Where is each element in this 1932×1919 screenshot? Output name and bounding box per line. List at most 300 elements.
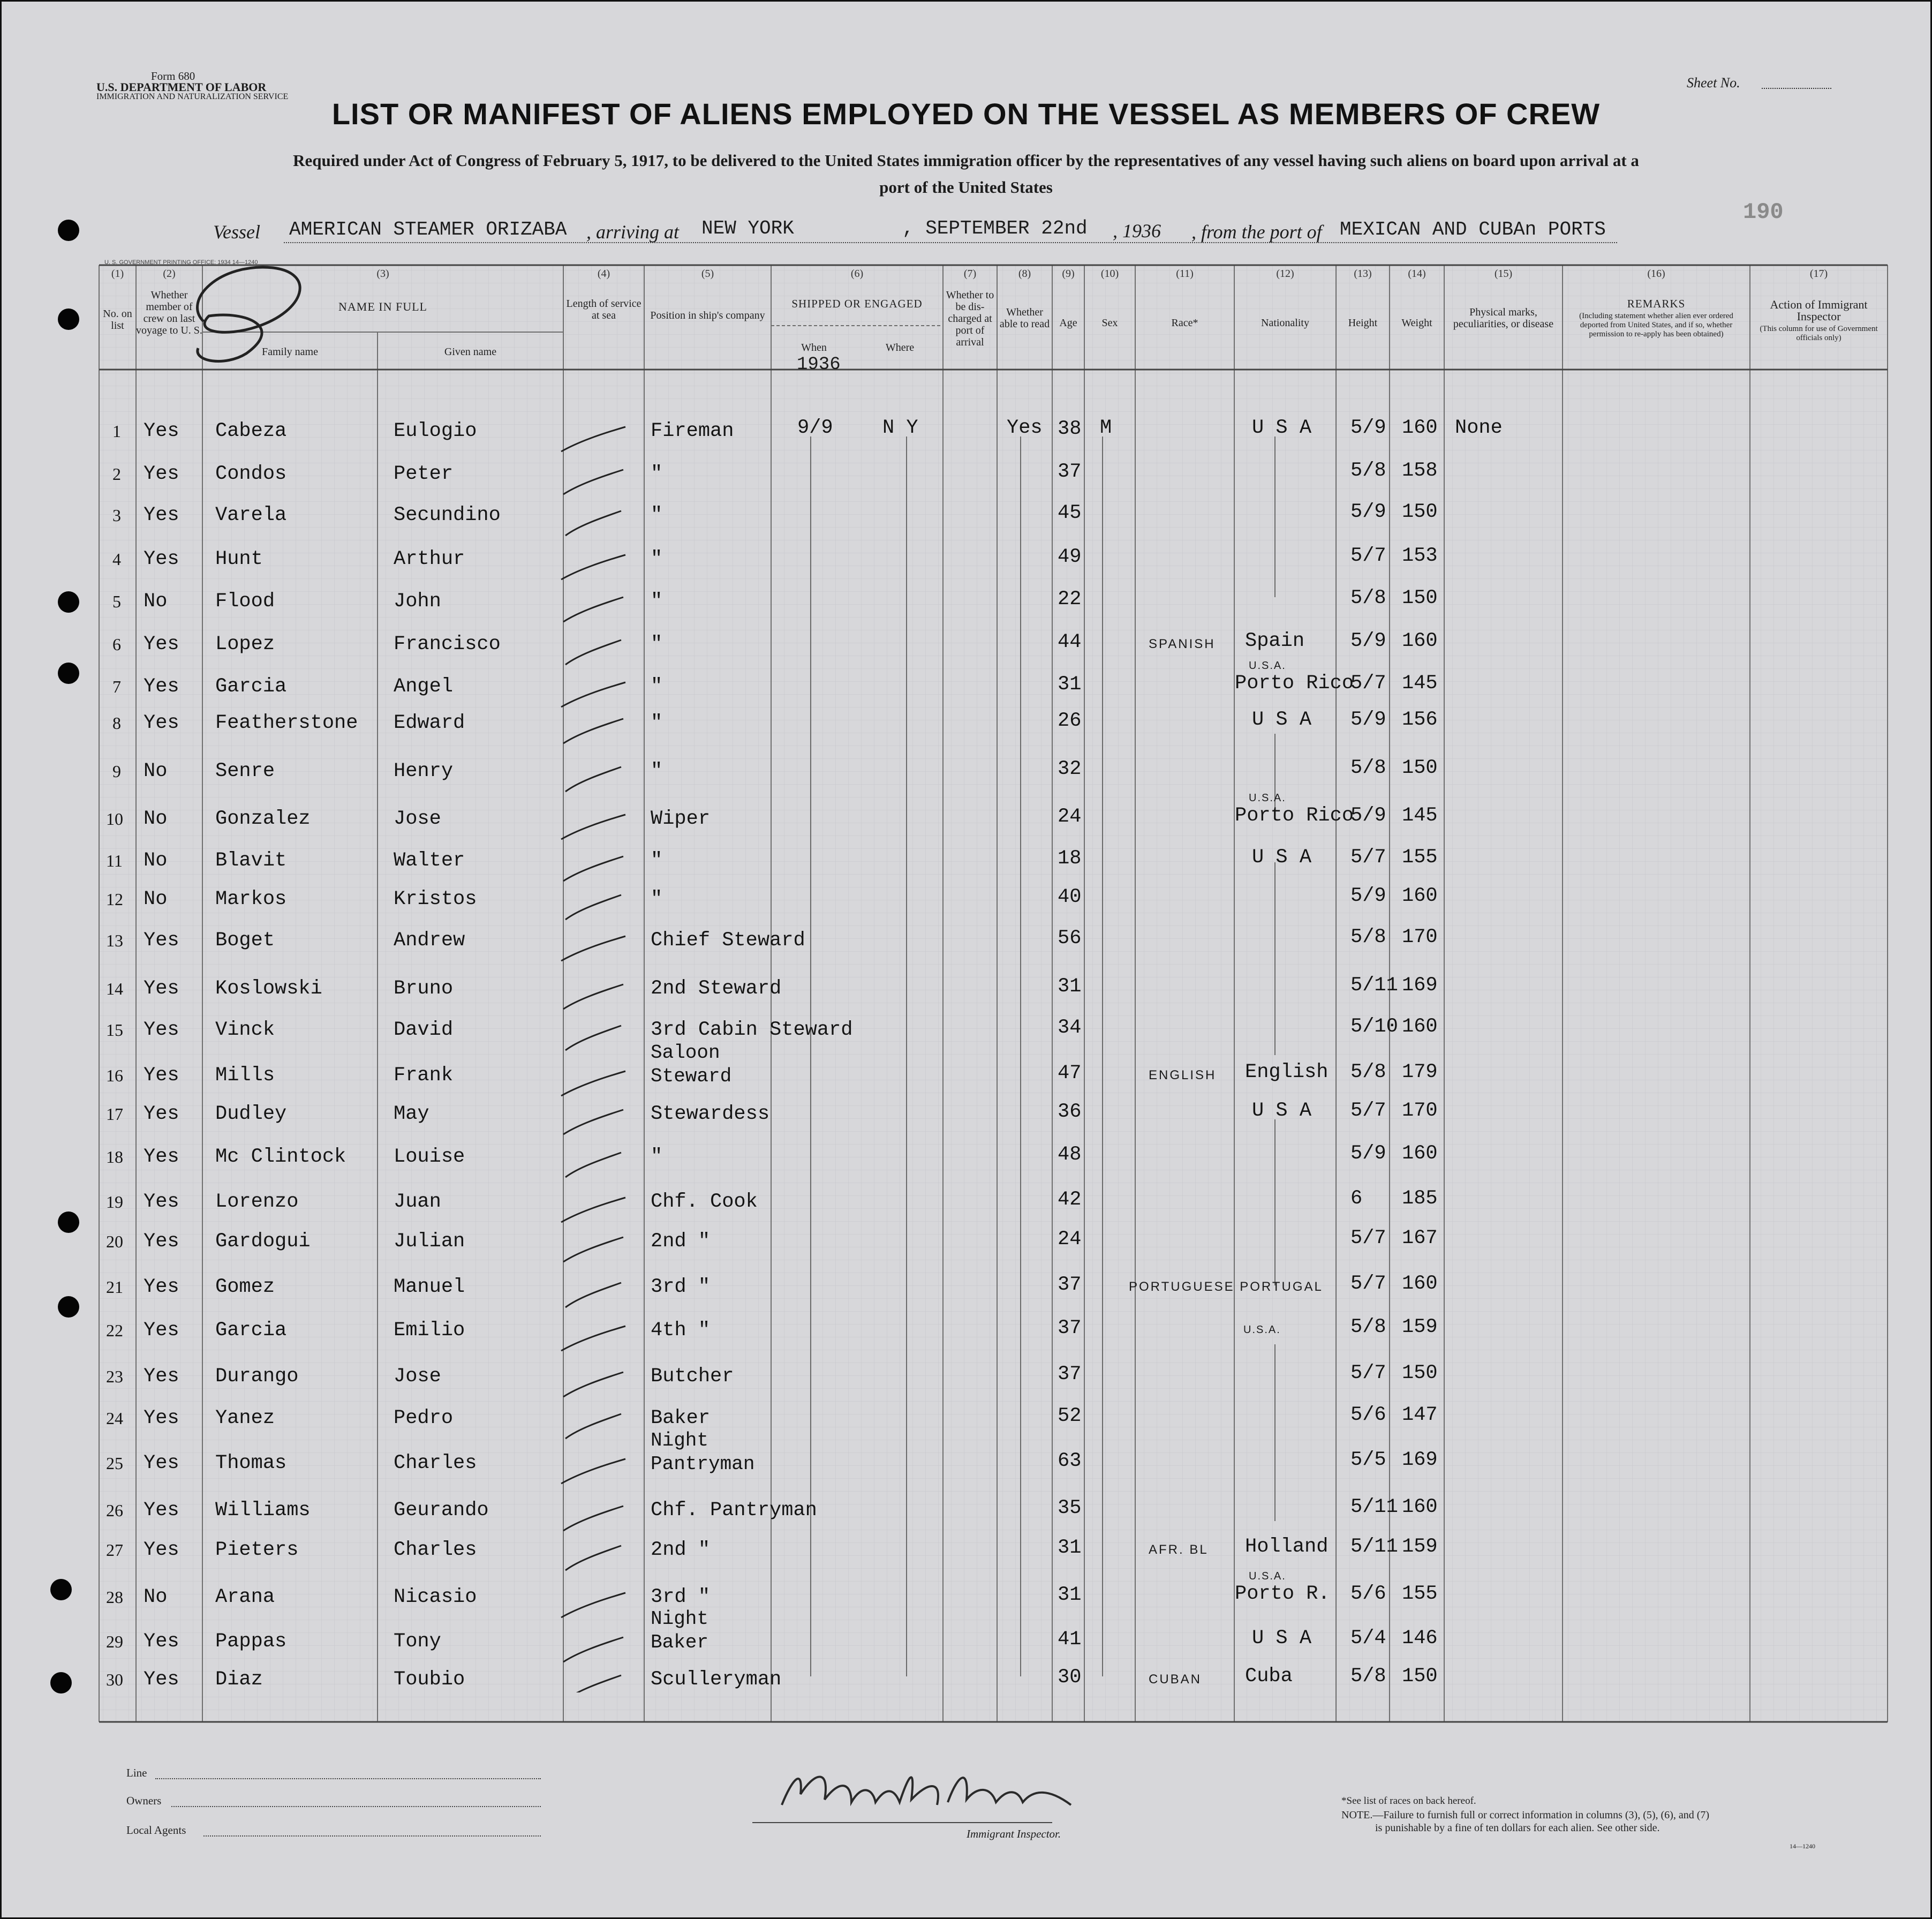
last-voyage: Yes bbox=[144, 1452, 179, 1474]
position: " bbox=[651, 590, 663, 613]
age: 30 bbox=[1058, 1666, 1082, 1689]
row-number: 12 bbox=[106, 890, 123, 909]
row-number: 5 bbox=[112, 592, 121, 611]
family-name: Featherstone bbox=[215, 712, 358, 734]
nationality: U S A bbox=[1252, 1627, 1312, 1650]
col-header-family-name: Family name bbox=[262, 346, 318, 358]
col-header-height: Height bbox=[1348, 317, 1378, 329]
weight: 169 bbox=[1402, 974, 1438, 997]
nationality: English bbox=[1245, 1061, 1329, 1083]
last-voyage: Yes bbox=[144, 1407, 179, 1429]
weight: 150 bbox=[1402, 757, 1438, 779]
family-name: Cabeza bbox=[215, 420, 287, 442]
height: 5/7 bbox=[1350, 545, 1386, 567]
col-header-able-to-read: Whether able to read bbox=[999, 306, 1050, 330]
punch-hole bbox=[58, 591, 79, 613]
row-number: 30 bbox=[106, 1670, 123, 1689]
age: 32 bbox=[1058, 758, 1082, 780]
family-name: Pappas bbox=[215, 1630, 287, 1653]
col-num-3: (3) bbox=[376, 268, 389, 280]
nationality: U S A bbox=[1252, 709, 1312, 731]
service-tick bbox=[561, 815, 625, 839]
family-name: Williams bbox=[215, 1499, 311, 1522]
position: " bbox=[651, 675, 663, 698]
row-number: 24 bbox=[106, 1409, 123, 1428]
last-voyage: No bbox=[144, 760, 168, 782]
last-voyage: Yes bbox=[144, 1276, 179, 1298]
races-note: *See list of races on back hereof. bbox=[1341, 1795, 1476, 1807]
age: 35 bbox=[1058, 1497, 1082, 1519]
row-number: 26 bbox=[106, 1501, 123, 1520]
weight: 169 bbox=[1402, 1449, 1438, 1471]
col-header-where: Where bbox=[885, 342, 915, 353]
weight: 160 bbox=[1402, 1273, 1438, 1295]
service-tick bbox=[563, 470, 623, 494]
height: 5/9 bbox=[1350, 804, 1386, 827]
position: Baker bbox=[651, 1407, 711, 1429]
position: " bbox=[651, 888, 663, 910]
position-line: Night bbox=[651, 1429, 709, 1451]
family-name: Pieters bbox=[215, 1539, 299, 1561]
given-name: David bbox=[394, 1019, 454, 1041]
sex: M bbox=[1100, 417, 1112, 439]
position: " bbox=[651, 1146, 663, 1168]
family-name: Garcia bbox=[215, 675, 287, 698]
penalty-note-2: is punishable by a fine of ten dollars for each alien. See other side. bbox=[1375, 1822, 1660, 1834]
given-name: Francisco bbox=[394, 633, 501, 656]
col-header-discharged: Whether to be dis- charged at port of arrival bbox=[946, 289, 994, 348]
penalty-note: NOTE.—Failure to furnish full or correct information in columns (3), (5), (6), and (7) bbox=[1341, 1809, 1710, 1821]
last-voyage: No bbox=[144, 808, 168, 830]
position-line: Steward bbox=[651, 1065, 732, 1087]
last-voyage: Yes bbox=[144, 1064, 179, 1087]
age: 26 bbox=[1058, 710, 1082, 732]
last-voyage: Yes bbox=[144, 1668, 179, 1691]
row-number: 8 bbox=[112, 713, 121, 733]
height: 5/9 bbox=[1350, 885, 1386, 907]
service-tick bbox=[561, 427, 625, 451]
given-name: Toubio bbox=[394, 1668, 465, 1691]
service-ticks bbox=[557, 396, 643, 1692]
service-tick bbox=[565, 511, 621, 536]
service-tick bbox=[561, 682, 625, 707]
last-voyage: Yes bbox=[144, 1103, 179, 1125]
col-num-11: (11) bbox=[1176, 268, 1194, 280]
height: 5/8 bbox=[1350, 1061, 1386, 1083]
height: 5/8 bbox=[1350, 1665, 1386, 1688]
given-name: Manuel bbox=[394, 1276, 465, 1298]
service-tick bbox=[565, 895, 621, 920]
given-name: Pedro bbox=[394, 1407, 454, 1429]
age: 45 bbox=[1058, 502, 1082, 524]
age: 40 bbox=[1058, 886, 1082, 908]
weight: 170 bbox=[1402, 1100, 1438, 1122]
ink-loop bbox=[161, 246, 321, 370]
family-name: Vinck bbox=[215, 1019, 275, 1041]
family-name: Mc Clintock bbox=[215, 1146, 346, 1168]
weight: 160 bbox=[1402, 1015, 1438, 1038]
owners-label: Owners bbox=[126, 1794, 162, 1807]
row-number: 3 bbox=[112, 506, 121, 525]
height: 5/8 bbox=[1350, 1316, 1386, 1338]
age: 34 bbox=[1058, 1017, 1082, 1039]
row-number: 15 bbox=[106, 1020, 123, 1040]
last-voyage: Yes bbox=[144, 1539, 179, 1561]
last-voyage: No bbox=[144, 888, 168, 910]
row-number: 6 bbox=[112, 635, 121, 654]
nationality: U S A bbox=[1252, 417, 1312, 439]
service-tick bbox=[565, 1414, 621, 1439]
service-tick bbox=[563, 1237, 623, 1262]
weight: 160 bbox=[1402, 1496, 1438, 1518]
age: 38 bbox=[1058, 418, 1082, 440]
position: " bbox=[651, 504, 663, 526]
height: 5/9 bbox=[1350, 417, 1386, 439]
given-name: Walter bbox=[394, 849, 465, 872]
nationality: Cuba bbox=[1245, 1665, 1293, 1688]
service-tick bbox=[563, 1110, 623, 1134]
col-header-weight: Weight bbox=[1401, 317, 1432, 329]
weight: 167 bbox=[1402, 1227, 1438, 1250]
weight: 160 bbox=[1402, 417, 1438, 439]
last-voyage: Yes bbox=[144, 1230, 179, 1253]
row-number: 4 bbox=[112, 550, 121, 569]
race: ENGLISH bbox=[1149, 1068, 1217, 1082]
weight: 145 bbox=[1402, 804, 1438, 827]
age: 52 bbox=[1058, 1405, 1082, 1427]
height: 5/7 bbox=[1350, 846, 1386, 869]
agents-label: Local Agents bbox=[126, 1824, 186, 1837]
position: 3rd " bbox=[651, 1586, 711, 1608]
position-line: Saloon bbox=[651, 1042, 720, 1064]
service: IMMIGRATION AND NATURALIZATION SERVICE bbox=[96, 92, 289, 101]
row-number: 29 bbox=[106, 1632, 123, 1651]
service-tick bbox=[565, 1546, 621, 1570]
age: 63 bbox=[1058, 1450, 1082, 1472]
service-tick bbox=[561, 936, 625, 961]
position bbox=[651, 1041, 876, 1088]
ditto-line-read bbox=[1020, 437, 1021, 1676]
race: PORTUGUESE PORTUGAL bbox=[1129, 1280, 1323, 1294]
col-num-4: (4) bbox=[597, 268, 610, 280]
sheet-no-label: Sheet No. bbox=[1687, 75, 1740, 91]
col-num-5: (5) bbox=[701, 268, 714, 280]
family-name: Arana bbox=[215, 1586, 275, 1608]
nationality-small: U.S.A. bbox=[1243, 1324, 1281, 1336]
col-header-action-note: (This column for use of Government officials only) bbox=[1760, 325, 1878, 342]
row-number: 13 bbox=[106, 931, 123, 950]
subtitle-line-2: port of the United States bbox=[879, 178, 1053, 197]
col-header-race: Race* bbox=[1171, 317, 1198, 329]
given-name: Arthur bbox=[394, 548, 465, 570]
family-name: Senre bbox=[215, 760, 275, 782]
height: 5/11 bbox=[1350, 1496, 1398, 1518]
age: 36 bbox=[1058, 1101, 1082, 1123]
weight: 150 bbox=[1402, 587, 1438, 609]
col-header-remarks-note: (Including statement whether alien ever ordered deported from United States, and if so, whether permission to re-apply has been obtained) bbox=[1579, 312, 1733, 338]
from-port: MEXICAN AND CUBAn PORTS bbox=[1340, 219, 1606, 240]
nationality: Porto Rico bbox=[1235, 672, 1354, 695]
line-label: Line bbox=[126, 1766, 147, 1779]
form-code: 14—1240 bbox=[1790, 1842, 1815, 1850]
col-header-age: Age bbox=[1059, 317, 1077, 329]
height: 5/8 bbox=[1350, 757, 1386, 779]
position: " bbox=[651, 463, 663, 485]
weight: 170 bbox=[1402, 926, 1438, 949]
weight: 150 bbox=[1402, 501, 1438, 523]
shipped-when: 9/9 bbox=[797, 417, 833, 439]
last-voyage: Yes bbox=[144, 675, 179, 698]
position-line: Pantryman bbox=[651, 1453, 755, 1475]
col-header-physical-marks: Physical marks, peculiarities, or disease bbox=[1453, 306, 1554, 330]
col-num-13: (13) bbox=[1354, 268, 1372, 280]
punch-hole bbox=[58, 308, 79, 330]
punch-hole bbox=[58, 663, 79, 684]
given-name: Angel bbox=[394, 675, 454, 698]
age: 24 bbox=[1058, 806, 1082, 828]
family-name: Markos bbox=[215, 888, 287, 910]
service-tick bbox=[565, 1283, 621, 1307]
vessel-name: AMERICAN STEAMER ORIZABA bbox=[289, 219, 567, 240]
height: 5/8 bbox=[1350, 460, 1386, 482]
service-tick bbox=[563, 1506, 623, 1531]
punch-hole bbox=[50, 1672, 72, 1694]
col-num-15: (15) bbox=[1494, 268, 1513, 280]
age: 31 bbox=[1058, 975, 1082, 998]
last-voyage: No bbox=[144, 849, 168, 872]
page-title: LIST OR MANIFEST OF ALIENS EMPLOYED ON THE VESSEL AS MEMBERS OF CREW bbox=[331, 97, 1601, 131]
position: " bbox=[651, 760, 663, 782]
ditto-line-nationality-3 bbox=[1274, 862, 1276, 1055]
col-header-nationality: Nationality bbox=[1261, 317, 1309, 329]
col-num-8: (8) bbox=[1018, 268, 1031, 280]
given-name: Andrew bbox=[394, 929, 465, 952]
ditto-line-nationality-5 bbox=[1274, 1344, 1276, 1521]
age: 31 bbox=[1058, 1584, 1082, 1606]
col-num-16: (16) bbox=[1647, 268, 1665, 280]
family-name: Thomas bbox=[215, 1452, 287, 1474]
agents-underline bbox=[203, 1835, 541, 1837]
nationality: Porto R. bbox=[1235, 1583, 1330, 1605]
nationality: Porto Rico bbox=[1235, 804, 1354, 827]
height: 5/7 bbox=[1350, 1362, 1386, 1384]
inspector-label: Immigrant Inspector. bbox=[967, 1827, 1061, 1840]
given-name: Bruno bbox=[394, 977, 454, 1000]
physical-marks: None bbox=[1455, 417, 1503, 439]
last-voyage: No bbox=[144, 590, 168, 613]
family-name: Koslowski bbox=[215, 977, 322, 1000]
vessel-underline bbox=[284, 242, 1617, 243]
weight: 179 bbox=[1402, 1061, 1438, 1083]
family-name: Durango bbox=[215, 1365, 299, 1388]
weight: 160 bbox=[1402, 1142, 1438, 1165]
inspector-underline bbox=[752, 1822, 1052, 1823]
last-voyage: Yes bbox=[144, 1630, 179, 1653]
height: 6 bbox=[1350, 1187, 1363, 1210]
col-num-2: (2) bbox=[163, 268, 176, 280]
service-tick bbox=[563, 856, 623, 881]
service-tick bbox=[563, 1637, 623, 1662]
col-num-1: (1) bbox=[111, 268, 124, 280]
weight: 159 bbox=[1402, 1316, 1438, 1338]
weight: 160 bbox=[1402, 630, 1438, 652]
given-name: May bbox=[394, 1103, 429, 1125]
position: 2nd Steward bbox=[651, 977, 782, 1000]
ditto-line-nationality-4 bbox=[1274, 1119, 1276, 1285]
age: 37 bbox=[1058, 1363, 1082, 1386]
position: Sculleryman bbox=[651, 1668, 782, 1691]
weight: 147 bbox=[1402, 1404, 1438, 1426]
position: Chief Steward bbox=[651, 929, 805, 952]
given-name: Eulogio bbox=[394, 420, 477, 442]
last-voyage: No bbox=[144, 1586, 168, 1608]
height: 5/9 bbox=[1350, 630, 1386, 652]
able-to-read: Yes bbox=[1007, 417, 1043, 439]
given-name: Charles bbox=[394, 1539, 477, 1561]
last-voyage: Yes bbox=[144, 463, 179, 485]
last-voyage: Yes bbox=[144, 712, 179, 734]
service-tick bbox=[565, 1153, 621, 1177]
last-voyage: Yes bbox=[144, 420, 179, 442]
form-number: Form 680 bbox=[151, 70, 195, 82]
service-tick bbox=[565, 767, 621, 792]
family-name: Boget bbox=[215, 929, 275, 952]
sheet-stamp-number: 190 bbox=[1743, 199, 1784, 225]
shipped-where: N Y bbox=[882, 417, 918, 439]
weight: 155 bbox=[1402, 1583, 1438, 1605]
given-name: Jose bbox=[394, 808, 441, 830]
last-voyage: Yes bbox=[144, 977, 179, 1000]
weight: 150 bbox=[1402, 1362, 1438, 1384]
nationality: Spain bbox=[1245, 630, 1305, 652]
row-number: 7 bbox=[112, 677, 121, 696]
weight: 185 bbox=[1402, 1187, 1438, 1210]
row-number: 22 bbox=[106, 1321, 123, 1340]
col-header-action-inspector: Action of Immigrant Inspector bbox=[1770, 298, 1868, 323]
row-number: 20 bbox=[106, 1232, 123, 1251]
owners-underline bbox=[171, 1806, 541, 1807]
col-header-length-of-service: Length of service at sea bbox=[566, 298, 642, 321]
age: 37 bbox=[1058, 1317, 1082, 1339]
service-tick bbox=[563, 1372, 623, 1397]
race: AFR. BL bbox=[1149, 1542, 1209, 1557]
service-tick bbox=[561, 1198, 625, 1222]
age: 47 bbox=[1058, 1062, 1082, 1085]
family-name: Lopez bbox=[215, 633, 275, 656]
last-voyage: Yes bbox=[144, 1146, 179, 1168]
col-num-12: (12) bbox=[1276, 268, 1294, 280]
last-voyage: Yes bbox=[144, 1365, 179, 1388]
age: 49 bbox=[1058, 546, 1082, 568]
row-number: 28 bbox=[106, 1587, 123, 1607]
from-port-label: , from the port of bbox=[1191, 221, 1322, 243]
last-voyage: Yes bbox=[144, 1499, 179, 1522]
row-number: 27 bbox=[106, 1540, 123, 1560]
punch-hole bbox=[58, 220, 79, 241]
nationality: U S A bbox=[1252, 1100, 1312, 1122]
ditto-line-sex bbox=[1102, 437, 1103, 1676]
service-tick bbox=[565, 640, 621, 665]
family-name: Dudley bbox=[215, 1103, 287, 1125]
col-num-10: (10) bbox=[1100, 268, 1119, 280]
height: 5/7 bbox=[1350, 672, 1386, 695]
family-name: Gomez bbox=[215, 1276, 275, 1298]
row-number: 23 bbox=[106, 1367, 123, 1386]
height: 5/9 bbox=[1350, 709, 1386, 731]
position: Fireman bbox=[651, 420, 734, 442]
race: SPANISH bbox=[1149, 637, 1216, 651]
col-header-position: Position in ship's company bbox=[650, 310, 765, 321]
family-name: Gardogui bbox=[215, 1230, 311, 1253]
position: " bbox=[651, 712, 663, 734]
age: 31 bbox=[1058, 673, 1082, 696]
arrival-port: NEW YORK bbox=[701, 217, 794, 239]
age: 37 bbox=[1058, 461, 1082, 483]
weight: 145 bbox=[1402, 672, 1438, 695]
height: 5/7 bbox=[1350, 1100, 1386, 1122]
sheet-no-line bbox=[1762, 88, 1831, 89]
age: 37 bbox=[1058, 1274, 1082, 1296]
family-name: Diaz bbox=[215, 1668, 263, 1691]
nationality-country: U.S.A. bbox=[1249, 1570, 1286, 1582]
position-line: Night bbox=[651, 1608, 709, 1630]
year: , 1936 bbox=[1113, 220, 1161, 242]
family-name: Gonzalez bbox=[215, 808, 311, 830]
given-name: Juan bbox=[394, 1191, 441, 1213]
family-name: Blavit bbox=[215, 849, 287, 872]
height: 5/9 bbox=[1350, 501, 1386, 523]
nationality-country: U.S.A. bbox=[1249, 792, 1286, 804]
line-underline bbox=[155, 1778, 541, 1779]
weight: 146 bbox=[1402, 1627, 1438, 1650]
given-name: Emilio bbox=[394, 1319, 465, 1342]
position: 2nd " bbox=[651, 1230, 711, 1253]
height: 5/6 bbox=[1350, 1404, 1386, 1426]
last-voyage: Yes bbox=[144, 1319, 179, 1342]
col-num-9: (9) bbox=[1062, 268, 1075, 280]
age: 41 bbox=[1058, 1628, 1082, 1651]
given-name: Kristos bbox=[394, 888, 477, 910]
height: 5/7 bbox=[1350, 1273, 1386, 1295]
given-name: Nicasio bbox=[394, 1586, 477, 1608]
position: 2nd " bbox=[651, 1539, 711, 1561]
given-name: Frank bbox=[394, 1064, 454, 1087]
position: " bbox=[651, 633, 663, 656]
position: 4th " bbox=[651, 1319, 711, 1342]
arriving-label: , arriving at bbox=[586, 221, 680, 243]
given-name: John bbox=[394, 590, 441, 613]
age: 56 bbox=[1058, 927, 1082, 950]
weight: 150 bbox=[1402, 1665, 1438, 1688]
age: 22 bbox=[1058, 588, 1082, 611]
given-name: Louise bbox=[394, 1146, 465, 1168]
service-tick bbox=[563, 719, 623, 743]
subtitle: Required under Act of Congress of February 5, 1917, to be delivered to the United States immigration officer by the representatives of any vessel having such aliens on board upon arrival at a bbox=[293, 151, 1639, 170]
weight: 160 bbox=[1402, 885, 1438, 907]
given-name: Henry bbox=[394, 760, 454, 782]
row-number: 18 bbox=[106, 1147, 123, 1167]
col-num-14: (14) bbox=[1408, 268, 1426, 280]
position bbox=[651, 1607, 876, 1654]
last-voyage: Yes bbox=[144, 548, 179, 570]
family-name: Mills bbox=[215, 1064, 275, 1087]
ditto-line-where bbox=[906, 437, 907, 1676]
position: 3rd " bbox=[651, 1276, 711, 1298]
row-number: 9 bbox=[112, 762, 121, 781]
height: 5/11 bbox=[1350, 1536, 1398, 1558]
last-voyage: Yes bbox=[144, 1019, 179, 1041]
col-header-sex: Sex bbox=[1101, 317, 1118, 329]
